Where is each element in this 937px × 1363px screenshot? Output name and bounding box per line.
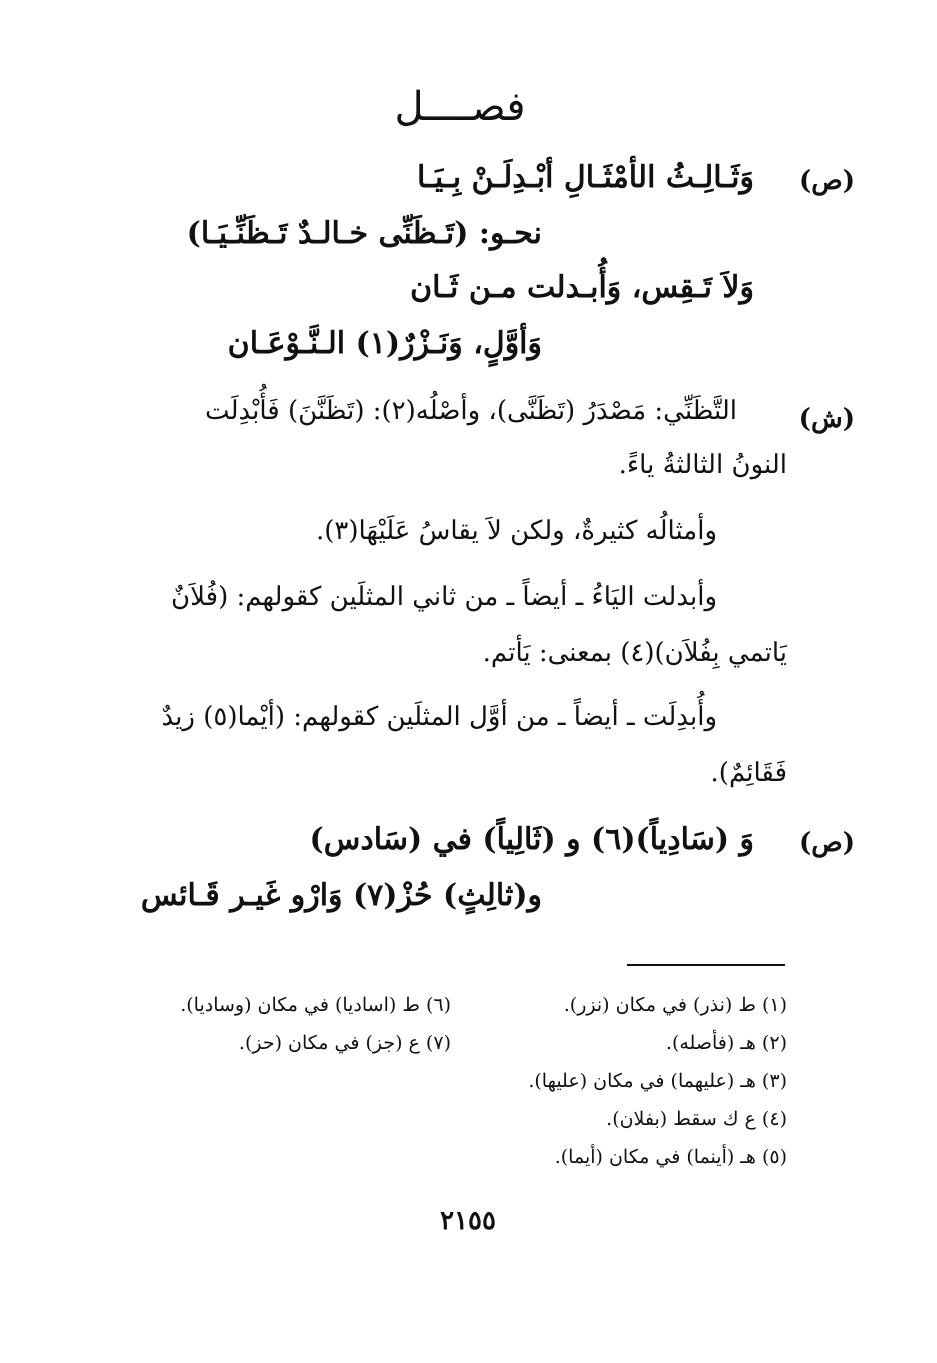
footnote: (٦) ط (اساديا) في مكان (وساديا). <box>180 994 451 1016</box>
footnote: (١) ط (نذر) في مكان (نزر). <box>563 994 787 1016</box>
commentary-paragraph: وأمثالُه كثيرةٌ، ولكن لاَ يقاسُ عَلَيْهَا(٣). <box>316 516 717 546</box>
footnote: (٤) ع ك سقط (بفلان). <box>606 1108 787 1130</box>
footnote: (٢) هـ (فأصله). <box>665 1032 787 1054</box>
commentary-line: يَاتمي بِفُلاَن)(٤) بمعنى: يَأتم. <box>482 638 787 668</box>
footnote: (٣) هـ (عليهما) في مكان (عليها). <box>528 1070 787 1092</box>
footnote: (٥) هـ (أينما) في مكان (أيما). <box>554 1146 787 1168</box>
verse-line: وَثَـالِـثُ الأمْثَـالِ أبْـدِلَـنْ بِـيَـا <box>416 160 754 195</box>
verse-line: نحـو: (تَـظَنِّى خـالـدٌ تَـظَنِّـيَـا) <box>186 216 542 251</box>
footnote-separator <box>627 964 785 966</box>
verse-line: و(ثالِثٍ) حُزْ(٧) وَارْو غَيـر قَـائس <box>140 878 542 913</box>
verse-line: وَ (سَادِياً)(٦) و (ثَالِياً) في (سَادس) <box>309 822 754 857</box>
commentary-line: النونُ الثالثةُ ياءً. <box>618 450 787 480</box>
commentary-line: فَقَائِمٌ). <box>710 758 787 788</box>
commentary-line: وأُبدِلَت ـ أيضاً ـ من أوَّل المثلَين كقولهم: (أيْما(٥) زيدٌ <box>161 702 717 732</box>
commentary-line: وأبدلت اليَاءُ ـ أيضاً ـ من ثاني المثلَين كقولهم: (فُلاَنٌ <box>171 582 717 612</box>
section-heading: فصــــل <box>394 84 526 130</box>
verse-line: وَلاَ تَـقِس، وَأُبـدلت مـن ثَـان <box>410 270 754 305</box>
verse-marker: (ص) <box>798 828 855 858</box>
verse-line: وَأوَّلٍ، وَنَـزْرٌ(١) الـنَّـوْعَـان <box>227 326 542 361</box>
verse-marker: (ص) <box>798 166 855 196</box>
footnote: (٧) ع (جز) في مكان (حز). <box>238 1032 451 1054</box>
commentary-marker: (ش) <box>798 404 855 434</box>
page-number: ٢١٥٥ <box>440 1206 496 1236</box>
commentary-line: التَّظَنِّي: مَصْدَرُ (تَظَنَّى)، وأصْلُه(٢): (تَظَنَّنَ) فَأُبْدِلَت <box>205 396 737 426</box>
